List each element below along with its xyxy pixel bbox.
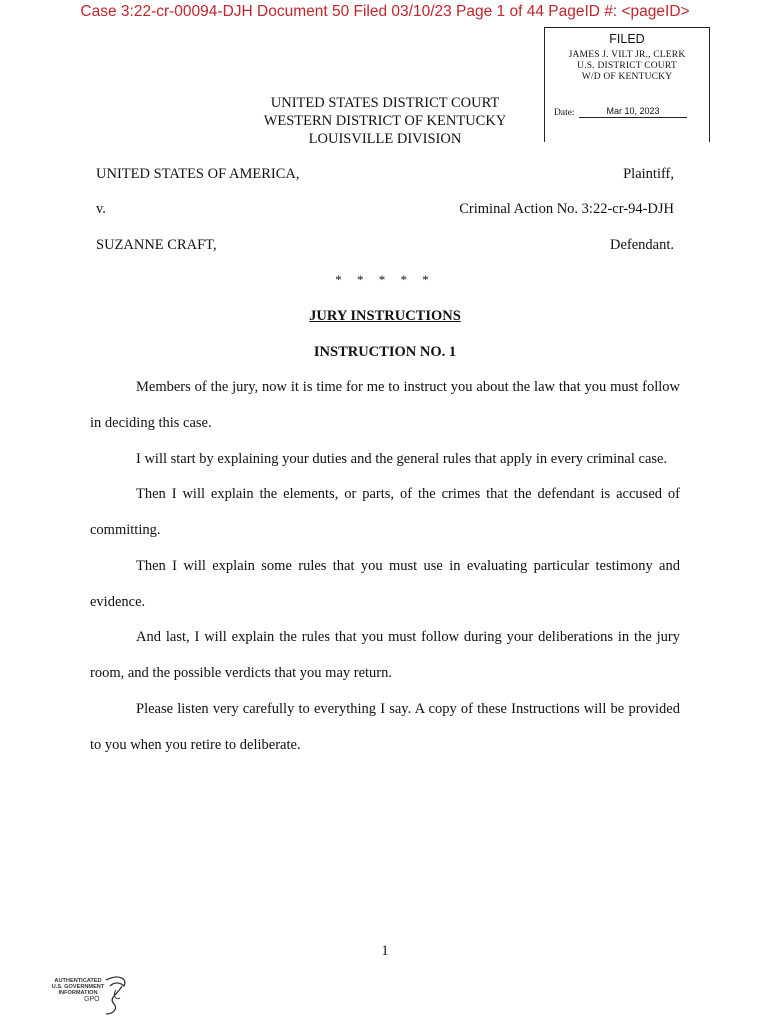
instruction-heading: INSTRUCTION NO. 1	[313, 344, 457, 360]
caption-defendant-row	[96, 237, 674, 254]
document-title-text: JURY INSTRUCTIONS	[309, 308, 461, 324]
gpo-authenticated-logo	[44, 974, 134, 1018]
filed-stamp-date-value: Mar 10, 2023	[579, 106, 687, 118]
court-name: UNITED STATES DISTRICT COURT	[270, 95, 500, 111]
case-number: Criminal Action No. 3:22-cr-94-DJH	[459, 201, 674, 217]
gpo-line-1: AUTHENTICATED	[54, 978, 102, 984]
paragraph-6: Please listen very carefully to everything I say. A copy of these Instructions will be provided to you when you retire to deliberate.	[90, 701, 680, 753]
plaintiff-name: UNITED STATES OF AMERICA,	[96, 166, 300, 182]
gpo-line-2: U.S. GOVERNMENT	[51, 984, 105, 990]
caption-versus-row	[96, 201, 674, 218]
filed-stamp-district: W/D OF KENTUCKY	[581, 72, 673, 82]
separator-stars: * * * * *	[335, 272, 435, 287]
document-title	[0, 308, 770, 325]
filed-stamp-clerk: JAMES J. VILT JR., CLERK	[568, 50, 686, 60]
gpo-eagle-icon	[44, 974, 134, 1018]
gpo-line-3: INFORMATION	[58, 990, 98, 996]
court-division: LOUISVILLE DIVISION	[308, 131, 462, 147]
defendant-role: Defendant.	[609, 237, 674, 253]
paragraph-4: Then I will explain some rules that you must use in evaluating particular testimony and evidence.	[90, 558, 680, 610]
page-number: 1	[381, 943, 389, 959]
filed-stamp-date-label: Date:	[554, 108, 575, 118]
court-heading	[235, 94, 535, 148]
defendant-name: SUZANNE CRAFT,	[96, 237, 217, 253]
paragraph-1: Members of the jury, now it is time for me to instruct you about the law that you must follow in deciding this case.	[90, 379, 680, 431]
filed-stamp-court: U.S. DISTRICT COURT	[577, 61, 677, 71]
plaintiff-role: Plaintiff,	[623, 166, 674, 182]
caption-plaintiff-row	[96, 166, 674, 183]
gpo-brand-text: GPO	[84, 996, 100, 1003]
filed-stamp-box	[544, 27, 710, 142]
paragraph-5: And last, I will explain the rules that you must follow during your deliberations in the jury room, and the possible verdicts that you may return.	[90, 629, 680, 681]
case-header-stamp: Case 3:22-cr-00094-DJH Document 50 Filed 03/10/23 Page 1 of 44 PageID #: <pageID>	[80, 3, 690, 20]
court-district: WESTERN DISTRICT OF KENTUCKY	[263, 113, 507, 129]
paragraph-2: I will start by explaining your duties and the general rules that apply in every criminal case.	[136, 451, 668, 467]
versus-text: v.	[96, 201, 106, 217]
filed-stamp-title: FILED	[609, 32, 645, 46]
paragraph-3: Then I will explain the elements, or parts, of the crimes that the defendant is accused of committing.	[90, 486, 680, 538]
